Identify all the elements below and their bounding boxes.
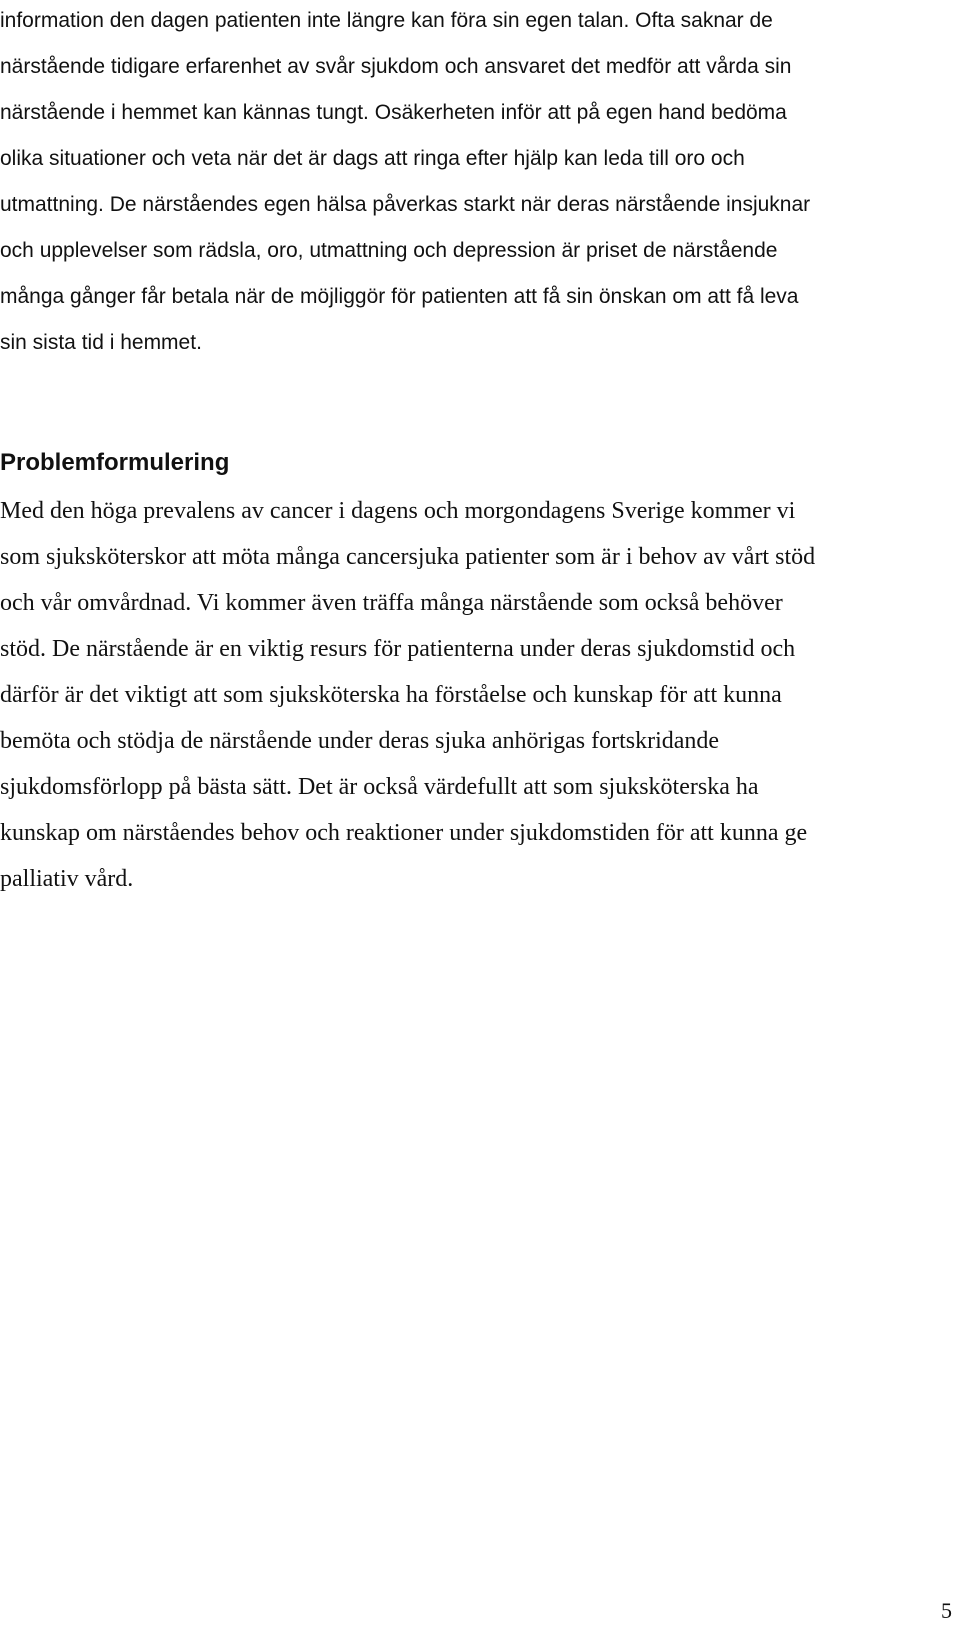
- section-line-3: och vår omvårdnad. Vi kommer även träffa många närstående som också behöver: [0, 590, 783, 616]
- section-line-8: kunskap om närståendes behov och reaktioner under sjukdomstiden för att kunna ge: [0, 820, 808, 846]
- section-line-4: stöd. De närstående är en viktig resurs för patienterna under deras sjukdomstid och: [0, 636, 796, 662]
- intro-line-5: utmattning. De närståendes egen hälsa påverkas starkt när deras närstående insjuknar: [0, 193, 811, 216]
- intro-line-2: närstående tidigare erfarenhet av svår sjukdom och ansvaret det medför att vårda sin: [0, 55, 792, 78]
- section-heading: Problemformulering: [0, 449, 230, 476]
- intro-line-7: många gånger får betala när de möjliggör för patienten att få sin önskan om att få leva: [0, 285, 799, 308]
- intro-line-1: information den dagen patienten inte längre kan föra sin egen talan. Ofta saknar de: [0, 9, 773, 32]
- intro-line-4: olika situationer och veta när det är dags att ringa efter hjälp kan leda till oro och: [0, 147, 745, 170]
- intro-line-6: och upplevelser som rädsla, oro, utmattning och depression är priset de närstående: [0, 239, 778, 262]
- section-line-6: bemöta och stödja de närstående under deras sjuka anhörigas fortskridande: [0, 728, 720, 754]
- section-line-5: därför är det viktigt att som sjuksköterska ha förståelse och kunskap för att kunna: [0, 682, 782, 708]
- page-number: 5: [941, 1598, 952, 1623]
- section-line-2: som sjuksköterskor att möta många cancersjuka patienter som är i behov av vårt stöd: [0, 544, 816, 570]
- intro-line-3: närstående i hemmet kan kännas tungt. Osäkerheten inför att på egen hand bedöma: [0, 101, 787, 124]
- section-line-7: sjukdomsförlopp på bästa sätt. Det är också värdefullt att som sjuksköterska ha: [0, 774, 759, 800]
- section-line-9: palliativ vård.: [0, 866, 134, 892]
- section-line-1: Med den höga prevalens av cancer i dagens och morgondagens Sverige kommer vi: [0, 498, 796, 524]
- intro-line-8: sin sista tid i hemmet.: [0, 331, 202, 354]
